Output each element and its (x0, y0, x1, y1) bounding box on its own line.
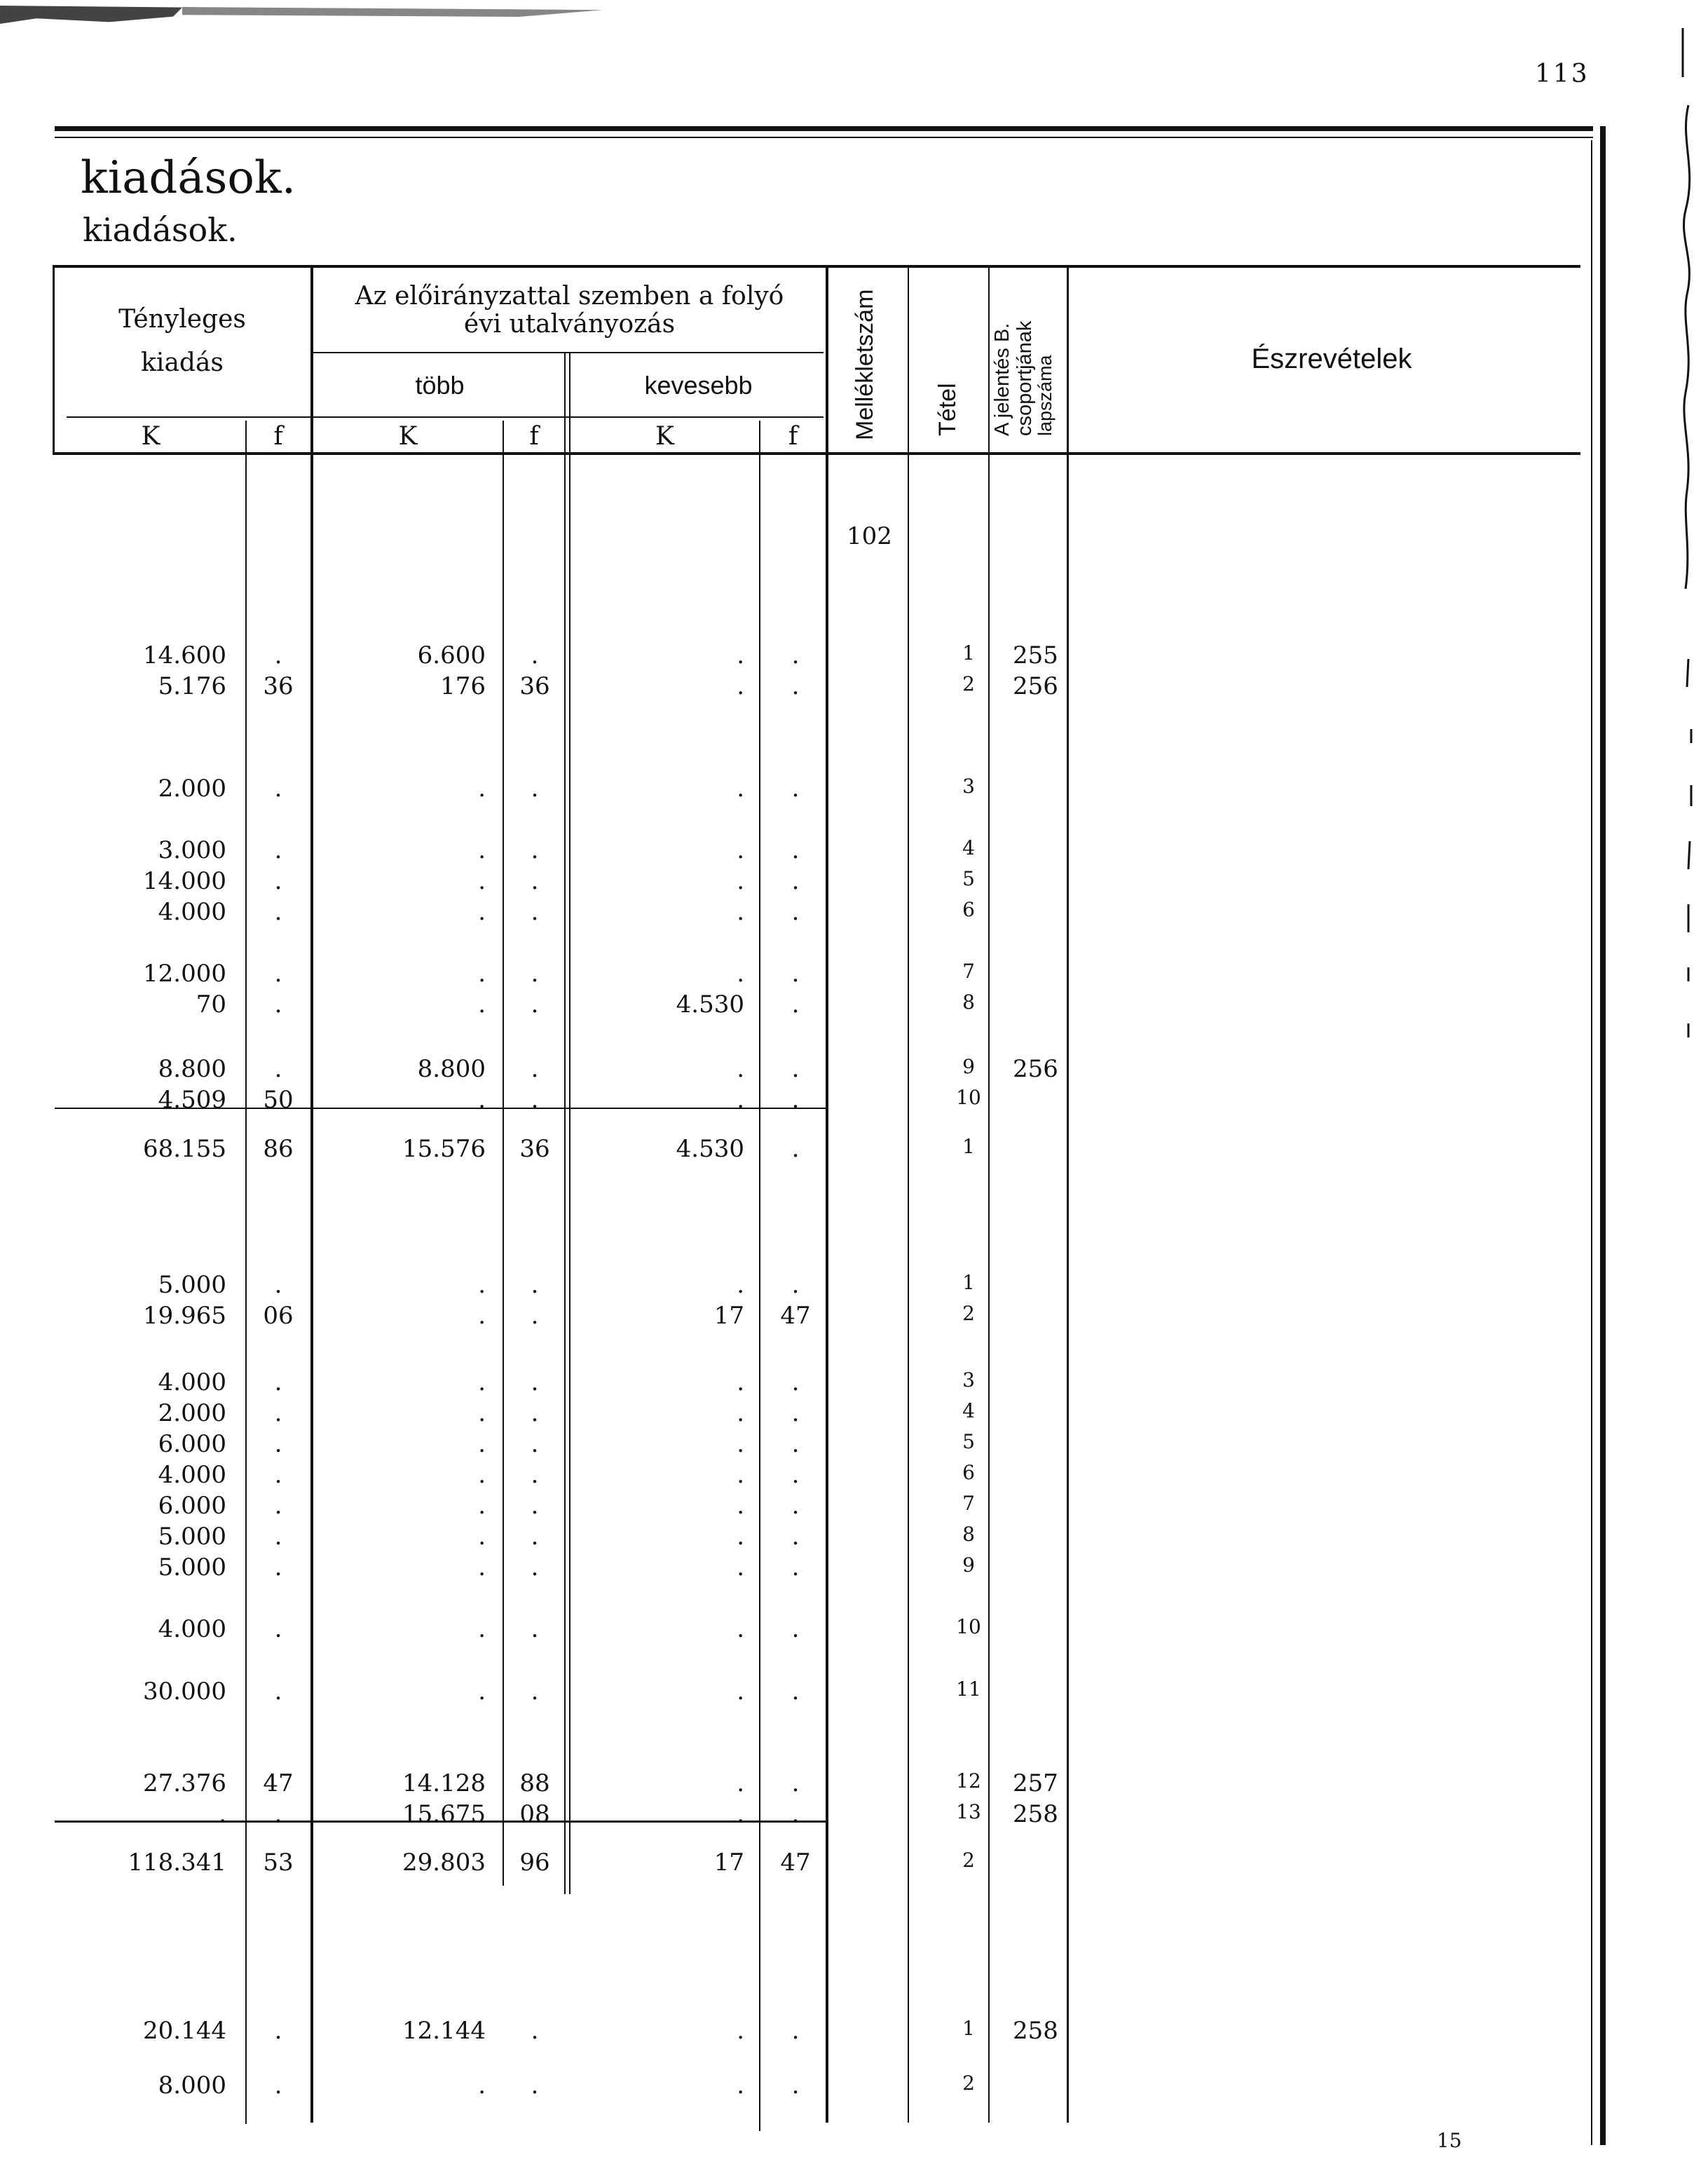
cell-f3: . (791, 1399, 800, 1427)
cell-k3: . (737, 960, 744, 988)
cell-f1: 86 (263, 1135, 294, 1163)
header-kevesebb: kevesebb (644, 371, 753, 400)
cell-f3: . (791, 672, 800, 700)
cell-tetel: 10 (956, 1615, 981, 1638)
cell-f1: 53 (263, 1849, 294, 1877)
cell-f1: . (274, 1492, 282, 1520)
cell-k1: 8.000 (158, 2071, 226, 2099)
cell-f3: . (791, 1461, 800, 1489)
cell-f2: . (531, 1271, 539, 1299)
cell-f1: 50 (263, 1086, 294, 1114)
cell-tetel: 5 (962, 1430, 975, 1453)
cell-tetel: 2 (962, 1849, 975, 1872)
cell-f2: 36 (519, 672, 550, 700)
cell-f1: . (274, 1523, 282, 1551)
cell-k2: . (478, 1461, 486, 1489)
cell-k1: 27.376 (143, 1769, 226, 1797)
cell-k2: 15.675 (402, 1800, 486, 1828)
cell-f3: 47 (780, 1849, 811, 1877)
cell-f1: . (274, 1553, 282, 1581)
cell-lap: 258 (1013, 1800, 1058, 1828)
cell-f3: . (791, 836, 800, 864)
cell-k1: 6.000 (158, 1430, 226, 1458)
cell-tetel: 4 (962, 1399, 975, 1422)
cell-k3: . (737, 1399, 744, 1427)
cell-k3: . (737, 1492, 744, 1520)
col-line-f3 (759, 421, 760, 2131)
cell-k1: 70 (196, 991, 226, 1019)
cell-f2: . (531, 1055, 539, 1083)
cell-f1: 06 (263, 1302, 294, 1330)
cell-k3: . (737, 775, 744, 803)
cell-tetel: 3 (962, 1368, 975, 1391)
right-border-thin (1591, 140, 1592, 2145)
col-line-tobb-kev-2 (569, 352, 571, 1894)
cell-k1: 20.144 (143, 2017, 226, 2045)
cell-k1: 19.965 (143, 1302, 226, 1330)
cell-f2: . (531, 836, 539, 864)
cell-f3: . (791, 1800, 800, 1828)
cell-lap: 256 (1013, 1055, 1058, 1083)
cell-k1: 68.155 (143, 1135, 226, 1163)
cell-k2: . (478, 867, 486, 895)
cell-f1: . (274, 1368, 282, 1396)
cell-tetel: 9 (962, 1055, 975, 1078)
header-eszrevetelek: Észrevételek (1251, 343, 1412, 374)
cell-k3: . (737, 1271, 744, 1299)
cell-k1: 2.000 (158, 775, 226, 803)
cell-f3: . (791, 2017, 800, 2045)
cell-f1: . (274, 1615, 282, 1643)
page-number: 113 (1535, 60, 1590, 88)
cell-tetel: 13 (956, 1800, 981, 1823)
header-jelentes-1: A jelentés B. (991, 322, 1013, 436)
cell-f2: . (531, 1302, 539, 1330)
right-border-thick (1600, 126, 1606, 2145)
cell-k3: . (737, 1055, 744, 1083)
header-eloiranyzat-1: Az előirányzattal szemben a folyó (355, 282, 784, 311)
cell-k1: 5.000 (158, 1553, 226, 1581)
cell-k1: 4.000 (158, 1368, 226, 1396)
cell-k2: 15.576 (402, 1135, 486, 1163)
cell-f2: . (531, 775, 539, 803)
cell-tetel: 2 (962, 672, 975, 695)
cell-k3: . (737, 1677, 744, 1706)
cell-tetel: 8 (962, 991, 975, 1014)
cell-f1: 47 (263, 1769, 294, 1797)
cell-f3: . (791, 641, 800, 669)
cell-k1: 5.000 (158, 1523, 226, 1551)
cell-k1: 4.000 (158, 898, 226, 926)
cell-k2: 14.128 (402, 1769, 486, 1797)
cell-tetel: 1 (962, 1271, 975, 1294)
cell-f2: . (531, 1615, 539, 1643)
cell-f1: . (274, 641, 282, 669)
cell-f3: . (791, 1271, 800, 1299)
cell-k2: . (478, 836, 486, 864)
top-rule-thin (55, 137, 1593, 138)
cell-k1: 30.000 (143, 1677, 226, 1706)
cell-k2: . (478, 960, 486, 988)
cell-f2: . (531, 641, 539, 669)
cell-f2: . (531, 1553, 539, 1581)
cell-k1: 118.341 (128, 1849, 226, 1877)
cell-tetel: 4 (962, 836, 975, 859)
header-K-3: K (655, 422, 674, 451)
cell-tetel: 7 (962, 1492, 975, 1515)
cell-lap: 257 (1013, 1769, 1058, 1797)
cell-f3: 47 (780, 1302, 811, 1330)
cell-f2: . (531, 1399, 539, 1427)
cell-k2: 12.144 (402, 2017, 486, 2045)
cell-k1: 2.000 (158, 1399, 226, 1427)
cell-lap: 258 (1013, 2017, 1058, 2045)
cell-f1: . (274, 1055, 282, 1083)
cell-f1: . (274, 836, 282, 864)
cell-k2: . (478, 1430, 486, 1458)
cell-f2: 36 (519, 1135, 550, 1163)
header-sub-rule-2 (67, 416, 824, 418)
cell-f1: . (274, 1399, 282, 1427)
cell-f2: . (531, 867, 539, 895)
cell-k2: . (478, 1615, 486, 1643)
col-line-group (310, 265, 313, 2123)
margin-handwriting (1679, 28, 1700, 1044)
cell-f3: . (791, 1523, 800, 1551)
cell-tetel: 2 (962, 2071, 975, 2095)
cell-f1: . (274, 775, 282, 803)
cell-k2: . (478, 898, 486, 926)
cell-tetel: 7 (962, 960, 975, 983)
cell-tetel: 6 (962, 898, 975, 921)
cell-f1: . (274, 2071, 282, 2099)
cell-f1: . (274, 1461, 282, 1489)
cell-k2: . (478, 775, 486, 803)
cell-f2: . (531, 1523, 539, 1551)
cell-f2: . (531, 1086, 539, 1114)
cell-k1: 5.000 (158, 1271, 226, 1299)
cell-k2: . (478, 1399, 486, 1427)
cell-f2: . (531, 991, 539, 1019)
cell-f1: 36 (263, 672, 294, 700)
cell-f2: . (531, 1677, 539, 1706)
header-tetel: Tétel (934, 383, 961, 436)
scan-smudge (0, 6, 182, 24)
cell-f3: . (791, 1055, 800, 1083)
cell-f3: . (791, 1553, 800, 1581)
cell-k1: 6.000 (158, 1492, 226, 1520)
cell-f3: . (791, 960, 800, 988)
cell-k2: . (478, 1086, 486, 1114)
cell-f2: . (531, 1492, 539, 1520)
header-eloiranyzat-2: évi utalványozás (463, 310, 676, 339)
header-f-3: f (788, 422, 798, 451)
cell-k2: 176 (440, 672, 486, 700)
cell-k1: 4.509 (158, 1086, 226, 1114)
header-jelentes-2: csoportjának (1013, 320, 1036, 436)
cell-tetel: 9 (962, 1553, 975, 1577)
col-line-tobb-kev (564, 352, 566, 1894)
cell-f1: . (274, 2017, 282, 2045)
header-jelentes-3: lapszáma (1034, 355, 1055, 436)
cell-tetel: 6 (962, 1461, 975, 1484)
cell-k3: . (737, 1086, 744, 1114)
cell-k3: 4.530 (676, 991, 744, 1019)
cell-f2: 08 (519, 1800, 550, 1828)
cell-k1: 4.000 (158, 1615, 226, 1643)
cell-k2: . (478, 1302, 486, 1330)
cell-lap: 255 (1013, 641, 1058, 669)
header-f-2: f (529, 422, 539, 451)
cell-k3: . (737, 898, 744, 926)
cell-k1: 12.000 (143, 960, 226, 988)
cell-f2: 96 (519, 1849, 550, 1877)
cell-k3: . (737, 1523, 744, 1551)
cell-f3: . (791, 1368, 800, 1396)
cell-k3: . (737, 836, 744, 864)
cell-k2: . (478, 1492, 486, 1520)
cell-tetel: 11 (956, 1677, 981, 1701)
cell-f3: . (791, 1769, 800, 1797)
cell-k2: . (478, 1553, 486, 1581)
cell-f1: . (274, 1677, 282, 1706)
cell-k2: . (478, 1523, 486, 1551)
cell-f1: . (274, 960, 282, 988)
cell-f2: . (531, 960, 539, 988)
cell-tetel: 3 (962, 775, 975, 798)
cell-k3: . (737, 867, 744, 895)
cell-f1: . (274, 898, 282, 926)
cell-f2: . (531, 1368, 539, 1396)
footer-number: 15 (1437, 2129, 1462, 2152)
cell-tetel: 2 (962, 1302, 975, 1325)
cell-f2: . (531, 898, 539, 926)
header-K-2: K (398, 422, 418, 451)
cell-k3: . (737, 641, 744, 669)
cell-k3: . (737, 672, 744, 700)
header-sub-rule-1 (312, 352, 824, 353)
cell-f2: 88 (519, 1769, 550, 1797)
cell-k3: . (737, 1461, 744, 1489)
cell-k1: 3.000 (158, 836, 226, 864)
cell-tetel: 8 (962, 1523, 975, 1546)
cell-k3: . (737, 1430, 744, 1458)
cell-k3: . (737, 1800, 744, 1828)
cell-k2: . (478, 1271, 486, 1299)
cell-tetel: 1 (962, 2017, 975, 2040)
cell-f3: . (791, 1135, 800, 1163)
cell-f1: . (274, 1271, 282, 1299)
melleklet-value: 102 (847, 522, 892, 550)
table-top-rule (53, 265, 1580, 268)
cell-f3: . (791, 867, 800, 895)
cell-k3: 17 (713, 1849, 744, 1877)
cell-f3: . (791, 991, 800, 1019)
header-bottom-rule (53, 452, 1580, 455)
cell-k3: . (737, 1769, 744, 1797)
table-left-border (53, 265, 55, 454)
cell-f1: . (274, 867, 282, 895)
cell-k1: 8.800 (158, 1055, 226, 1083)
header-tobb: több (415, 371, 465, 400)
scan-smudge-2 (182, 7, 603, 17)
cell-tetel: 12 (956, 1769, 981, 1792)
cell-f3: . (791, 1492, 800, 1520)
heading-main: kiadások. (81, 152, 296, 204)
cell-k2: . (478, 2071, 486, 2099)
header-kiadas: kiadás (141, 348, 224, 377)
cell-k3: . (737, 1615, 744, 1643)
cell-tetel: 10 (956, 1086, 981, 1109)
cell-k3: 17 (713, 1302, 744, 1330)
cell-f3: . (791, 1615, 800, 1643)
cell-k1: 5.176 (158, 672, 226, 700)
cell-tetel: 1 (962, 1135, 975, 1158)
cell-k3: . (737, 1553, 744, 1581)
cell-k1: 14.600 (143, 641, 226, 669)
col-line-eszrev (1067, 265, 1069, 2123)
heading-sub: kiadások. (83, 211, 238, 249)
cell-f1: . (274, 1430, 282, 1458)
cell-f2: . (531, 1430, 539, 1458)
cell-f3: . (791, 1430, 800, 1458)
cell-f3: . (791, 1677, 800, 1706)
cell-f3: . (791, 775, 800, 803)
cell-k2: 6.600 (417, 641, 486, 669)
top-rule-thick (55, 126, 1593, 131)
cell-k3: . (737, 2017, 744, 2045)
col-line-tetel (908, 265, 909, 2123)
cell-k1: . (219, 1800, 226, 1828)
cell-tetel: 1 (962, 641, 975, 665)
cell-k1: 14.000 (143, 867, 226, 895)
cell-f2: . (531, 1461, 539, 1489)
cell-f1: . (274, 1800, 282, 1828)
cell-f3: . (791, 2071, 800, 2099)
cell-k2: . (478, 1677, 486, 1706)
cell-f3: . (791, 1086, 800, 1114)
cell-f3: . (791, 898, 800, 926)
header-tenyleges: Tényleges (118, 305, 246, 334)
cell-k3: 4.530 (676, 1135, 744, 1163)
cell-k2: 8.800 (417, 1055, 486, 1083)
col-line-lap (988, 265, 990, 2123)
header-f-1: f (273, 422, 283, 451)
cell-k2: . (478, 1368, 486, 1396)
cell-f1: . (274, 991, 282, 1019)
col-line-melleklet (826, 265, 828, 2123)
header-mellekletszam: Mellékletszám (852, 289, 878, 440)
cell-k2: . (478, 991, 486, 1019)
cell-k2: 29.803 (402, 1849, 486, 1877)
cell-k3: . (737, 2071, 744, 2099)
cell-f2: . (531, 2017, 539, 2045)
cell-tetel: 5 (962, 867, 975, 890)
cell-f2: . (531, 2071, 539, 2099)
header-K-1: K (141, 422, 160, 451)
cell-k1: 4.000 (158, 1461, 226, 1489)
cell-lap: 256 (1013, 672, 1058, 700)
cell-k3: . (737, 1368, 744, 1396)
